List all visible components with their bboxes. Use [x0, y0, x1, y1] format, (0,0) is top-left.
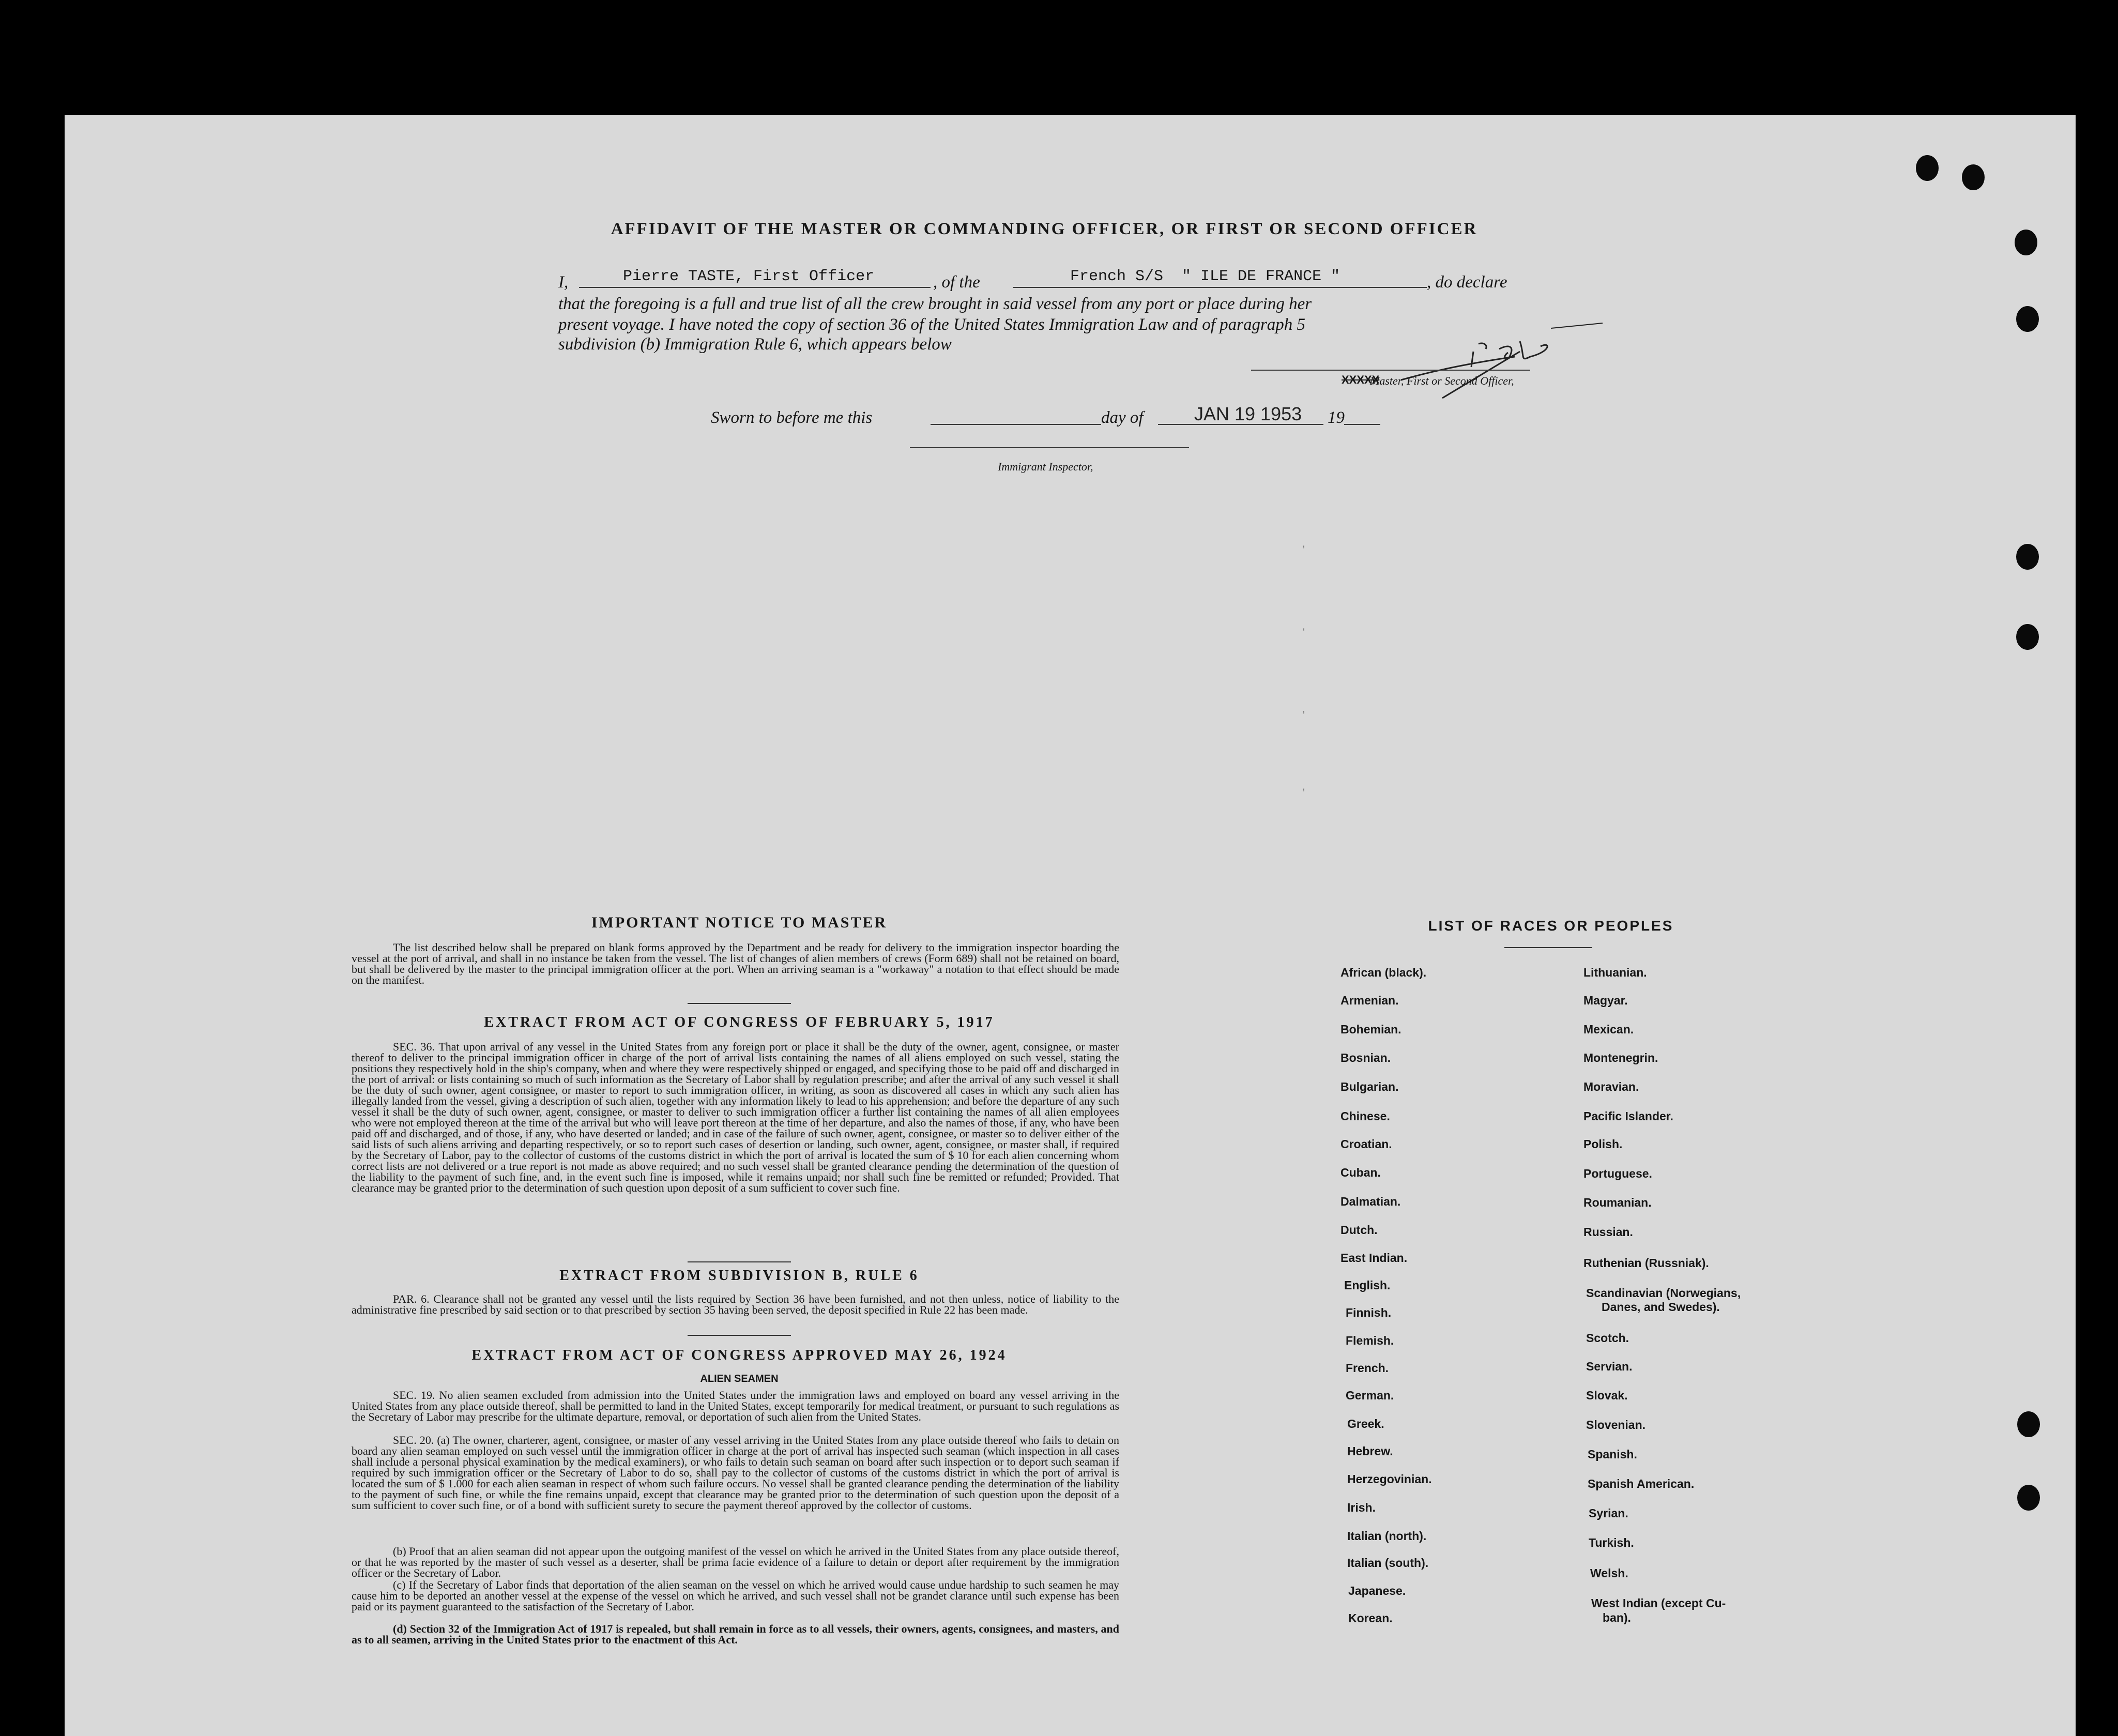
- race-item: African (black).: [1340, 966, 1427, 979]
- race-item: Herzegovinian.: [1347, 1472, 1432, 1486]
- date-stamp: JAN 19 1953: [1194, 403, 1302, 424]
- sec-19-text: SEC. 19. No alien seamen excluded from admission into the United States under the immigration laws and employed on board any vessel arriving in the United States from any place outside thereof, shall be permitted to land in the United States, except temporarily for medical treatment, or pursuant to such regulations as the Secretary of Labor may prescribe for the ultimate departure, removal, or deportation of such alien from the United States.: [352, 1389, 1119, 1423]
- race-item: Irish.: [1347, 1501, 1376, 1514]
- race-item: Welsh.: [1590, 1566, 1628, 1580]
- race-item: Cuban.: [1340, 1166, 1381, 1179]
- race-item: Magyar.: [1583, 994, 1628, 1007]
- extract-1917-body: SEC. 36. That upon arrival of any vessel in the United States from any foreign port or place it shall be the duty of the owner, agent, consignee, or master thereof to deliver to the principal immigration officer in charge of the port of arrival lists containing the names of all aliens employed on such vessel, stating the positions they respectively hold in the ship's company, when and where they were respectively shipped or engaged, and specifying those to be paid off and discharged in the port of arrival: or lists containing so much of such information as the Secretary of Labor shall by regulation prescribe; and after the arrival of any such vessel it shall be the duty of such owner, agent consignee, or master to report to such immigration officer, in writing, as soon as discovered all cases in which any such alien has illegally landed from the vessel, giving a description of such alien, together with any information likely to lead to his apprehension; and before the departure of any such vessel it shall be the duty of such owner, agent, consignee, or master to deliver to such immigration officer a further list containing the names of all alien employees who were not employed thereon at the time of the arrival but who will leave port thereon at the time of her departure, and also the names of those, if any, who have been paid off and discharged, and of those, if any, who have deserted or landed; and in case of the failure of such owner, agent, consignee, or master so to deliver either of the said lists of such aliens arriving and departing respectively, or so to report such cases of desertion or landing, such owner, agent, consignee, or master shall, if required by the Secretary of Labor, pay to the collector of customs of the customs district in which the port of arrival is located the sum of $ 10 for each alien concerning whom correct lists are not delivered or a true report is not made as above required; and no such vessel shall be granted clearance pending the determination of the question of the liability to the payment of such fine, and, in the event such fine is imposed, while it remains unpaid; nor shall such fine be remitted or refunded; Provided. That clearance may be granted prior to the determination of such question upon deposit of a sum sufficient to cover such fine.: [352, 1040, 1119, 1194]
- punch-hole: [1962, 164, 1985, 190]
- signature-line: [1251, 370, 1530, 371]
- race-item: Bohemian.: [1340, 1023, 1401, 1036]
- year-prefix: 19: [1328, 408, 1345, 427]
- race-item: Mexican.: [1583, 1023, 1634, 1036]
- bleed-mark: ': [1303, 543, 1305, 556]
- race-item: East Indian.: [1340, 1251, 1408, 1265]
- extract-1924-subheading: ALIEN SEAMEN: [700, 1373, 779, 1384]
- race-item: Japanese.: [1348, 1584, 1406, 1597]
- separator-rule: [1504, 947, 1592, 948]
- day-of-text: day of: [1101, 408, 1144, 427]
- subdivision-b-body: PAR. 6. Clearance shall not be granted any vessel until the lists required by Section 36 have been furnished, and not then unless, notice of liability to the administrative fine prescribed by said section or to that prescribed by section 35 having been served, the deposit specified in Rule 22 has been made.: [352, 1292, 1119, 1316]
- race-item: Armenian.: [1340, 994, 1399, 1007]
- race-item: Ruthenian (Russniak).: [1583, 1256, 1709, 1270]
- race-item: Turkish.: [1589, 1536, 1634, 1549]
- sec-20b-text: (b) Proof that an alien seaman did not appear upon the outgoing manifest of the vessel on which he arrived in the United States from any place outside thereof, or that he was reported by the master of such vessel as a deserter, shall be prima facie evidence of a failure to detain or deport after requirement by the immigration officer or the Secretary of Labor.: [352, 1545, 1119, 1579]
- affidavit-line-3: present voyage. I have noted the copy of section 36 of the United States Immigration Law and of paragraph 5: [558, 315, 1306, 334]
- punch-hole: [2016, 306, 2039, 332]
- race-item: Croatian.: [1340, 1137, 1392, 1151]
- punch-hole: [2016, 544, 2039, 570]
- of-the-text: , of the: [933, 273, 980, 292]
- race-item: Italian (north).: [1347, 1529, 1427, 1543]
- sworn-text: Sworn to before me this: [711, 408, 873, 427]
- affidavit-line-2: that the foregoing is a full and true list of all the crew brought in said vessel from any port or place during her: [558, 295, 1312, 313]
- race-item: West Indian (except Cu-: [1591, 1596, 1726, 1610]
- race-item: Pacific Islander.: [1583, 1109, 1673, 1123]
- extract-1924-heading: EXTRACT FROM ACT OF CONGRESS APPROVED MAY 26, 1924: [471, 1347, 1007, 1363]
- race-item: Danes, and Swedes).: [1602, 1300, 1720, 1314]
- extract-1917-heading: EXTRACT FROM ACT OF CONGRESS OF FEBRUARY 5, 1917: [484, 1014, 995, 1030]
- inspector-line: [910, 447, 1189, 448]
- race-item: ban).: [1603, 1611, 1631, 1624]
- race-item: Roumanian.: [1583, 1196, 1652, 1209]
- separator-rule: [688, 1003, 791, 1004]
- race-item: Spanish.: [1588, 1448, 1637, 1461]
- officer-name: Pierre TASTE, First Officer: [623, 268, 875, 285]
- race-item: German.: [1346, 1389, 1394, 1402]
- race-item: Dutch.: [1340, 1223, 1378, 1237]
- sworn-month-line: [1158, 424, 1323, 425]
- race-item: Slovenian.: [1586, 1418, 1646, 1432]
- race-item: Montenegrin.: [1583, 1051, 1658, 1064]
- race-item: Bosnian.: [1340, 1051, 1391, 1064]
- race-item: Moravian.: [1583, 1080, 1639, 1093]
- race-item: French.: [1346, 1361, 1389, 1375]
- race-item: Scandinavian (Norwegians,: [1586, 1286, 1741, 1300]
- race-item: Scotch.: [1586, 1331, 1629, 1345]
- sworn-day-line: [931, 424, 1101, 425]
- separator-rule: [688, 1261, 791, 1262]
- bleed-mark: ': [1303, 708, 1305, 721]
- race-item: Polish.: [1583, 1137, 1623, 1151]
- bleed-mark: ': [1303, 626, 1305, 638]
- races-heading: LIST OF RACES OR PEOPLES: [1428, 918, 1674, 934]
- separator-rule: [688, 1335, 791, 1336]
- notice-body: The list described below shall be prepared on blank forms approved by the Department and be ready for delivery to the immigration inspector boarding the vessel at the port of arrival, and shall in no instance be taken from the vessel. The list of changes of alien members of crews (Form 689) shall not be retained on board, but shall be delivered by the master to the principal immigration officer at the port. When an arriving seaman is a "workaway" a notation to that effect should be made on the manifest.: [352, 941, 1119, 986]
- race-item: Syrian.: [1589, 1506, 1628, 1520]
- sec-20a-text: SEC. 20. (a) The owner, charterer, agent, consignee, or master of any vessel arriving in the United States from any place outside thereof who fails to detain on board any alien seaman employed on such vessel until the immigration officer in charge at the port of arrival has inspected such seaman (which inspection in all cases shall include a personal physical examination by the medical examiners), or who fails to detain such seaman on board after such inspection or to deport such seaman if required by such immigration officer or the Secretary of Labor to do so, shall pay to the collector of customs of the customs district in which the port of arrival is located the sum of $ 1.000 for each alien seaman in respect of whom such failure occurs. No vessel shall be granted clearance pending the determination of the liability to the payment of such fine, or while the fine remains unpaid, except that clearance may be granted prior to the determination of such question upon the deposit of a sum sufficient to cover such fine, or of a bond with sufficient surety to secure the payment thereof approved by the collector of customs.: [352, 1434, 1119, 1512]
- do-declare-text: , do declare: [1427, 273, 1507, 292]
- race-item: Servian.: [1586, 1360, 1633, 1373]
- notice-heading: IMPORTANT NOTICE TO MASTER: [591, 914, 888, 931]
- race-item: Italian (south).: [1347, 1556, 1429, 1570]
- race-item: Lithuanian.: [1583, 966, 1647, 979]
- race-item: Hebrew.: [1347, 1444, 1393, 1458]
- sec-20c-text: (c) If the Secretary of Labor finds that deportation of the alien seaman on the vessel on which he arrived would cause undue hardship to such seamen he may cause him to be deported an another vessel at the expense of the vessel on which he arrived, and such vessel shall not be grandet clarance until such expense has been paid or its payment guaranteed to the satisfaction of the Secretary of Labor.: [352, 1578, 1119, 1613]
- race-item: Spanish American.: [1588, 1477, 1695, 1490]
- subdivision-b-heading: EXTRACT FROM SUBDIVISION B, RULE 6: [559, 1268, 919, 1284]
- bleed-mark: ': [1303, 786, 1305, 799]
- affidavit-line-4: subdivision (b) Immigration Rule 6, which appears below: [558, 335, 952, 354]
- affidavit-title: AFFIDAVIT OF THE MASTER OR COMMANDING OFFICER, OR FIRST OR SECOND OFFICER: [611, 220, 1478, 238]
- race-item: Chinese.: [1340, 1109, 1390, 1123]
- race-item: Slovak.: [1586, 1389, 1628, 1402]
- race-item: Portuguese.: [1583, 1167, 1652, 1180]
- affidavit-prefix: I,: [558, 273, 569, 292]
- sec-20d-text: (d) Section 32 of the Immigration Act of 1917 is repealed, but shall remain in force as to all vessels, their owners, agents, consignees, and masters, and as to all seamen, arriving in the United States prior to the enactment of this Act.: [352, 1622, 1119, 1646]
- inspector-label: Immigrant Inspector,: [998, 460, 1093, 473]
- punch-hole: [1916, 155, 1939, 181]
- race-item: Flemish.: [1346, 1334, 1394, 1347]
- sworn-year-line: [1344, 424, 1380, 425]
- race-item: Greek.: [1347, 1417, 1384, 1430]
- race-item: Bulgarian.: [1340, 1080, 1399, 1093]
- handwritten-signature: [1396, 321, 1613, 403]
- punch-hole: [2016, 624, 2039, 650]
- punch-hole: [2017, 1485, 2040, 1511]
- punch-hole: [2017, 1411, 2040, 1437]
- race-item: Finnish.: [1346, 1306, 1392, 1319]
- officer-name-line: [579, 287, 931, 288]
- struck-word: XXXXX: [1342, 373, 1380, 386]
- punch-hole: [2015, 230, 2037, 255]
- vessel-name: French S/S " ILE DE FRANCE ": [1070, 268, 1340, 285]
- vessel-name-line: [1013, 287, 1427, 288]
- signature-role: Master, First or Second Officer,: [1370, 374, 1514, 387]
- race-item: Dalmatian.: [1340, 1195, 1401, 1208]
- race-item: Korean.: [1348, 1611, 1393, 1625]
- race-item: Russian.: [1583, 1225, 1633, 1239]
- race-item: English.: [1344, 1278, 1391, 1292]
